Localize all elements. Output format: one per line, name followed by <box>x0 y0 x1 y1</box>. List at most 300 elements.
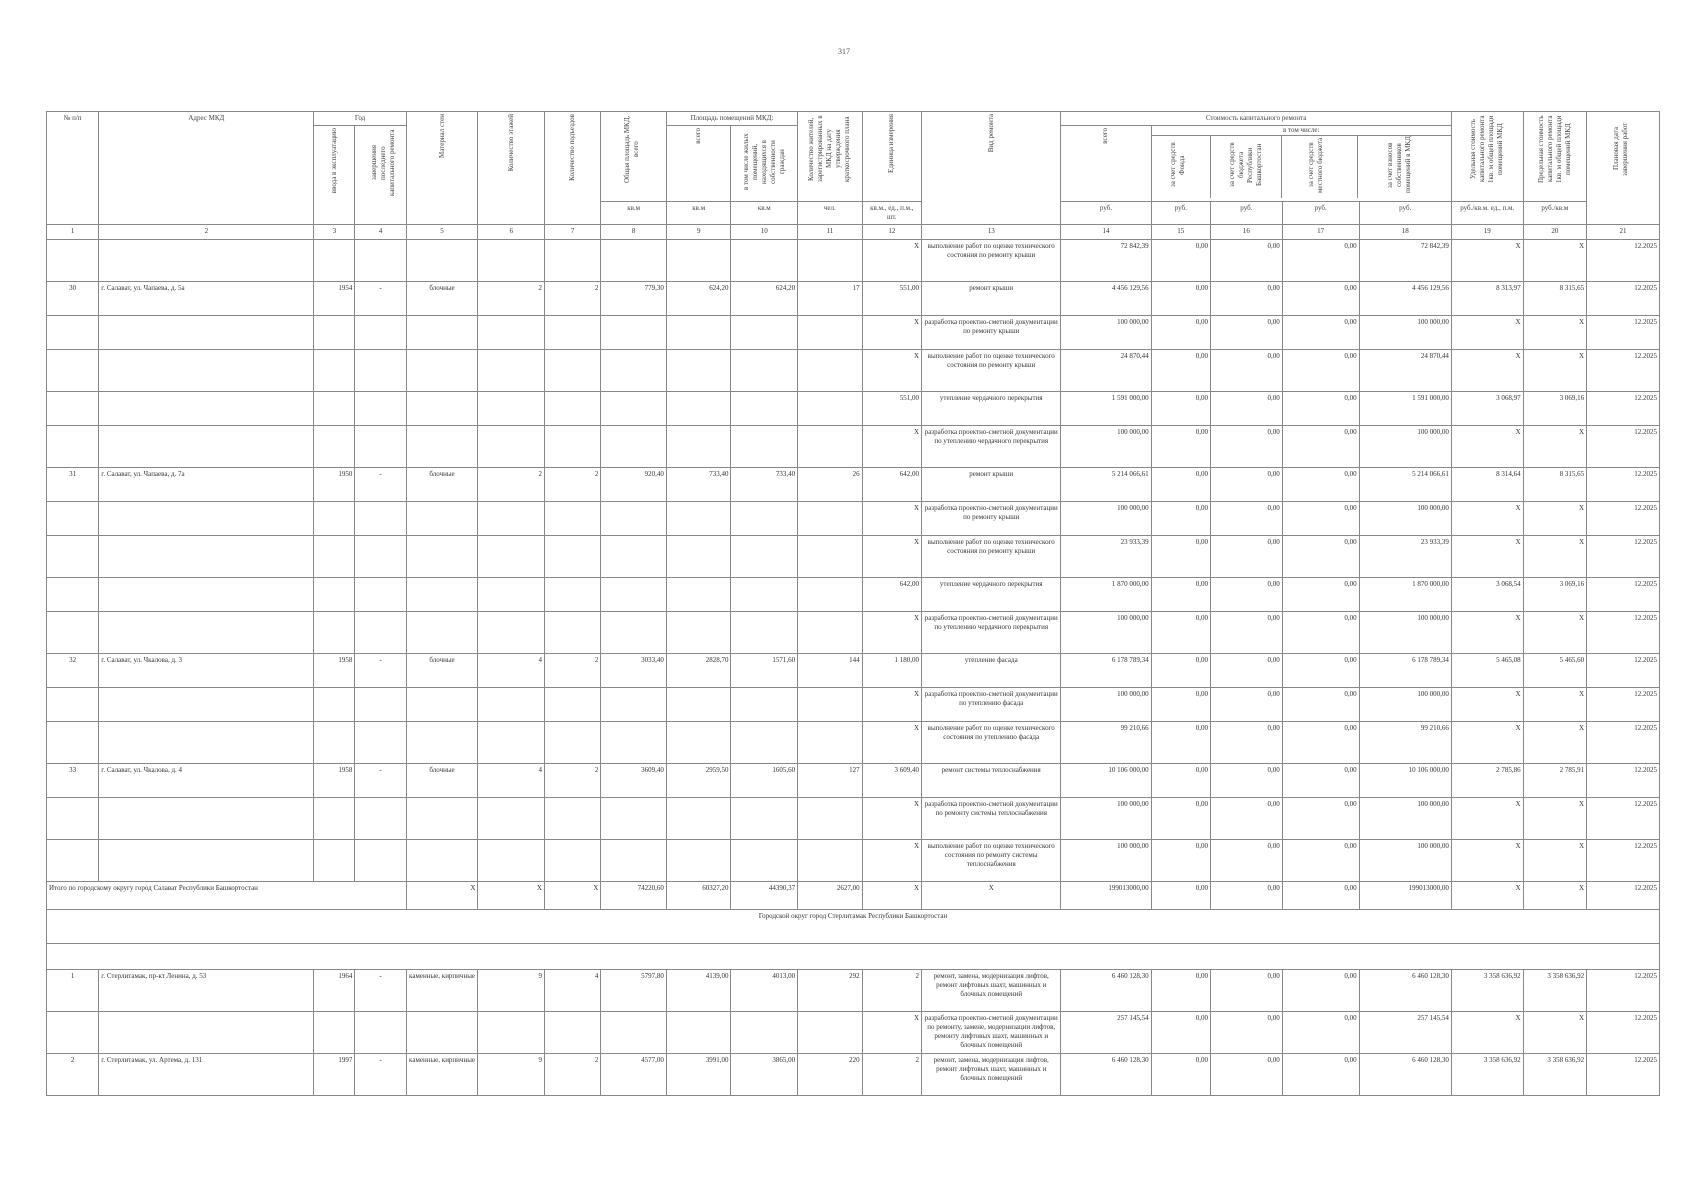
header-total-area: Общая площадь МКД, всего <box>622 115 640 183</box>
repair-plan-table <box>46 111 1660 1096</box>
limit-cost: 8 315,65 <box>1523 282 1587 316</box>
cost-local: 0,00 <box>1282 970 1359 1012</box>
floors <box>478 840 545 882</box>
column-number: 3 <box>314 225 355 240</box>
year-last-repair <box>355 536 406 578</box>
header-incl: в том числе: <box>1152 126 1451 136</box>
repair-type: выполнение работ по оценке технического состояния по ремонту крыши <box>922 240 1061 282</box>
column-number: 9 <box>666 225 731 240</box>
header-republic: за счет средств бюджета Республики Башкортостан <box>1227 142 1263 188</box>
header-cost-total: всего <box>1101 128 1110 144</box>
premises-residential: 624,20 <box>731 282 798 316</box>
limit-cost: 8 315,65 <box>1523 468 1587 502</box>
residents <box>798 578 863 612</box>
table-row <box>47 840 1660 882</box>
table-header <box>47 112 1660 240</box>
total-area: 5797,80 <box>601 970 667 1012</box>
entrances <box>544 316 600 350</box>
table-body <box>47 240 1660 1096</box>
premises-total <box>666 578 731 612</box>
cost-total: 100 000,00 <box>1061 798 1151 840</box>
cost-owners: 23 933,39 <box>1359 536 1451 578</box>
plan-date: 12.2025 <box>1587 1054 1660 1096</box>
cost-republic: 0,00 <box>1211 840 1283 882</box>
year-commissioning: 1950 <box>314 468 355 502</box>
residents <box>798 502 863 536</box>
repair-type: выполнение работ по оценке технического состояния по ремонту крыши <box>922 536 1061 578</box>
address <box>99 536 314 578</box>
premises-residential <box>731 536 798 578</box>
unit-value: X <box>862 316 921 350</box>
residents: 17 <box>798 282 863 316</box>
column-number: 11 <box>798 225 863 240</box>
total-area: 920,40 <box>601 468 667 502</box>
cost-fund: 0,00 <box>1151 722 1210 764</box>
floors: 9 <box>478 1054 545 1096</box>
premises-total <box>666 722 731 764</box>
year-last-repair: - <box>355 764 406 798</box>
cost-republic: 0,00 <box>1211 536 1283 578</box>
cost-fund: 0,00 <box>1151 654 1210 688</box>
address <box>99 502 314 536</box>
total-row <box>47 882 1660 910</box>
total-owners: 199013000,00 <box>1359 882 1451 910</box>
cost-owners: 100 000,00 <box>1359 316 1451 350</box>
floors <box>478 536 545 578</box>
year-commissioning <box>314 1012 355 1054</box>
premises-total: 2828,70 <box>666 654 731 688</box>
residents <box>798 612 863 654</box>
unit-cell: руб. <box>1151 202 1210 225</box>
row-number <box>47 426 99 468</box>
repair-type: утепление фасада <box>922 654 1061 688</box>
entrances: 4 <box>544 970 600 1012</box>
row-number <box>47 722 99 764</box>
limit-cost: 5 465,60 <box>1523 654 1587 688</box>
wall-material <box>406 426 478 468</box>
unit-cell: чел. <box>798 202 863 225</box>
plan-date: 12.2025 <box>1587 764 1660 798</box>
year-commissioning <box>314 536 355 578</box>
unit-value: 2 <box>862 1054 921 1096</box>
cost-republic: 0,00 <box>1211 722 1283 764</box>
plan-date: 12.2025 <box>1587 612 1660 654</box>
row-number <box>47 578 99 612</box>
row-number: 30 <box>47 282 99 316</box>
unit-cost: X <box>1451 722 1523 764</box>
total-residential: 44390,37 <box>731 882 798 910</box>
cost-owners: 100 000,00 <box>1359 426 1451 468</box>
column-number: 15 <box>1151 225 1210 240</box>
floors <box>478 1012 545 1054</box>
cost-republic: 0,00 <box>1211 350 1283 392</box>
limit-cost: 3 069,16 <box>1523 578 1587 612</box>
year-commissioning: 1997 <box>314 1054 355 1096</box>
unit-value: X <box>862 502 921 536</box>
cost-fund: 0,00 <box>1151 1012 1210 1054</box>
unit-value: 551,00 <box>862 282 921 316</box>
cost-total: 72 842,39 <box>1061 240 1151 282</box>
address <box>99 722 314 764</box>
column-number: 12 <box>862 225 921 240</box>
year-last-repair <box>355 798 406 840</box>
cost-owners: 10 106 000,00 <box>1359 764 1451 798</box>
entrances <box>544 350 600 392</box>
plan-date: 12.2025 <box>1587 1012 1660 1054</box>
premises-residential <box>731 840 798 882</box>
column-number: 2 <box>99 225 314 240</box>
address: г. Салават, ул. Чапаева, д. 5а <box>99 282 314 316</box>
cost-fund: 0,00 <box>1151 970 1210 1012</box>
row-number <box>47 688 99 722</box>
total-local: 0,00 <box>1282 882 1359 910</box>
total-area-sum: 74220,60 <box>601 882 667 910</box>
header-wall-material: Материал стен <box>437 114 446 158</box>
residents <box>798 840 863 882</box>
cost-total: 100 000,00 <box>1061 612 1151 654</box>
cost-republic: 0,00 <box>1211 426 1283 468</box>
premises-total <box>666 316 731 350</box>
entrances: 2 <box>544 282 600 316</box>
address <box>99 1012 314 1054</box>
premises-total <box>666 536 731 578</box>
table-row <box>47 764 1660 798</box>
residents: 127 <box>798 764 863 798</box>
address <box>99 798 314 840</box>
table-row <box>47 798 1660 840</box>
cost-republic: 0,00 <box>1211 688 1283 722</box>
premises-total <box>666 240 731 282</box>
total-unit: X <box>862 882 921 910</box>
row-number <box>47 316 99 350</box>
header-repair-type: Вид ремонта <box>986 114 995 153</box>
entrances <box>544 502 600 536</box>
table-row <box>47 282 1660 316</box>
entrances <box>544 722 600 764</box>
cost-total: 100 000,00 <box>1061 502 1151 536</box>
total-republic: 0,00 <box>1211 882 1283 910</box>
entrances <box>544 392 600 426</box>
limit-cost: X <box>1523 426 1587 468</box>
address: г. Салават, ул. Чкалова, д. 3 <box>99 654 314 688</box>
cost-local: 0,00 <box>1282 502 1359 536</box>
header-unit: Единица измерения <box>887 114 896 173</box>
header-premises: Площадь помещений МКД: <box>666 112 797 126</box>
column-number: 19 <box>1451 225 1523 240</box>
row-number: 1 <box>47 970 99 1012</box>
plan-date: 12.2025 <box>1587 426 1660 468</box>
premises-total <box>666 1012 731 1054</box>
header-residents: Количество жителей, зарегистрированных в МКД на дату утверждения краткосрочного плана <box>807 115 852 183</box>
residents <box>798 722 863 764</box>
residents <box>798 316 863 350</box>
total-area <box>601 350 667 392</box>
premises-total <box>666 798 731 840</box>
floors <box>478 426 545 468</box>
repair-type: утепление чердачного перекрытия <box>922 578 1061 612</box>
limit-cost: X <box>1523 688 1587 722</box>
unit-value: X <box>862 536 921 578</box>
limit-cost: X <box>1523 722 1587 764</box>
repair-type: ремонт крыши <box>922 468 1061 502</box>
header-address: Адрес МКД <box>99 112 314 225</box>
cost-republic: 0,00 <box>1211 316 1283 350</box>
unit-cost: X <box>1451 316 1523 350</box>
repair-type: выполнение работ по оценке технического состояния по утеплению фасада <box>922 722 1061 764</box>
cost-republic: 0,00 <box>1211 578 1283 612</box>
repair-type: ремонт, замена, модернизация лифтов, ремонт лифтовых шахт, машинных и блочных помещений <box>922 1054 1061 1096</box>
unit-cost: 8 313,97 <box>1451 282 1523 316</box>
unit-cost: X <box>1451 612 1523 654</box>
address <box>99 350 314 392</box>
total-area <box>601 722 667 764</box>
repair-type: ремонт крыши <box>922 282 1061 316</box>
wall-material: блочные <box>406 468 478 502</box>
entrances <box>544 1012 600 1054</box>
column-number: 14 <box>1061 225 1151 240</box>
cost-local: 0,00 <box>1282 316 1359 350</box>
unit-cell: кв.м <box>601 202 667 225</box>
premises-residential <box>731 350 798 392</box>
column-number: 17 <box>1282 225 1359 240</box>
cost-fund: 0,00 <box>1151 1054 1210 1096</box>
row-number: 2 <box>47 1054 99 1096</box>
plan-date: 12.2025 <box>1587 502 1660 536</box>
row-number <box>47 502 99 536</box>
unit-value: 642,00 <box>862 468 921 502</box>
cost-owners: 100 000,00 <box>1359 840 1451 882</box>
year-last-repair: - <box>355 970 406 1012</box>
wall-material <box>406 392 478 426</box>
unit-cost: X <box>1451 536 1523 578</box>
year-commissioning <box>314 240 355 282</box>
unit-value: X <box>862 798 921 840</box>
header-premises-total: всего <box>694 128 703 144</box>
total-area <box>601 426 667 468</box>
cost-local: 0,00 <box>1282 764 1359 798</box>
header-owners: за счет взносов собственников помещений в МКД <box>1386 136 1413 194</box>
unit-cost: X <box>1451 1012 1523 1054</box>
table-row <box>47 970 1660 1012</box>
unit-value: X <box>862 722 921 764</box>
year-last-repair <box>355 426 406 468</box>
cost-local: 0,00 <box>1282 798 1359 840</box>
repair-type: разработка проектно-сметной документации по утеплению фасада <box>922 688 1061 722</box>
wall-material <box>406 316 478 350</box>
row-number: 31 <box>47 468 99 502</box>
cost-total: 6 460 128,30 <box>1061 970 1151 1012</box>
year-last-repair: - <box>355 1054 406 1096</box>
header-premises-residential: в том числе жилых помещений, находящихся в собственности граждан <box>741 133 786 191</box>
spacer-row <box>47 944 1660 970</box>
address <box>99 316 314 350</box>
premises-residential <box>731 426 798 468</box>
limit-cost: X <box>1523 1012 1587 1054</box>
cost-owners: 6 460 128,30 <box>1359 1054 1451 1096</box>
premises-total <box>666 840 731 882</box>
premises-total <box>666 426 731 468</box>
cost-fund: 0,00 <box>1151 350 1210 392</box>
address <box>99 688 314 722</box>
unit-value: X <box>862 612 921 654</box>
unit-cell: кв.м., ед., п.м., шт. <box>862 202 921 225</box>
cost-fund: 0,00 <box>1151 502 1210 536</box>
total-residents: 2627,00 <box>798 882 863 910</box>
unit-value: X <box>862 840 921 882</box>
cost-total: 6 178 789,34 <box>1061 654 1151 688</box>
year-commissioning <box>314 688 355 722</box>
floors <box>478 612 545 654</box>
floors <box>478 350 545 392</box>
entrances <box>544 840 600 882</box>
cost-total: 10 106 000,00 <box>1061 764 1151 798</box>
premises-residential <box>731 316 798 350</box>
repair-type: разработка проектно-сметной документации по утеплению чердачного перекрытия <box>922 612 1061 654</box>
premises-residential <box>731 578 798 612</box>
unit-cell: руб. <box>1211 202 1283 225</box>
repair-type: разработка проектно-сметной документации по ремонту крыши <box>922 502 1061 536</box>
cost-republic: 0,00 <box>1211 502 1283 536</box>
header-local: за счет средств местного бюджета <box>1307 137 1325 193</box>
table-row <box>47 502 1660 536</box>
cost-total: 100 000,00 <box>1061 840 1151 882</box>
unit-cost: X <box>1451 798 1523 840</box>
plan-date: 12.2025 <box>1587 688 1660 722</box>
total-area <box>601 502 667 536</box>
cost-local: 0,00 <box>1282 282 1359 316</box>
cost-owners: 1 870 000,00 <box>1359 578 1451 612</box>
year-commissioning <box>314 612 355 654</box>
unit-cost: 3 358 636,92 <box>1451 970 1523 1012</box>
cost-fund: 0,00 <box>1151 426 1210 468</box>
cost-republic: 0,00 <box>1211 798 1283 840</box>
total-area <box>601 688 667 722</box>
total-floors: X <box>478 882 545 910</box>
residents <box>798 350 863 392</box>
header-floors: Количество этажей <box>506 114 515 172</box>
column-number: 5 <box>406 225 478 240</box>
cost-total: 6 460 128,30 <box>1061 1054 1151 1096</box>
premises-residential <box>731 1012 798 1054</box>
column-number: 21 <box>1587 225 1660 240</box>
page-number: 317 <box>838 47 850 56</box>
cost-owners: 100 000,00 <box>1359 798 1451 840</box>
premises-residential <box>731 612 798 654</box>
column-number-row <box>47 225 1660 240</box>
cost-republic: 0,00 <box>1211 468 1283 502</box>
cost-local: 0,00 <box>1282 722 1359 764</box>
cost-fund: 0,00 <box>1151 468 1210 502</box>
table-row <box>47 612 1660 654</box>
total-unit-cost: X <box>1451 882 1523 910</box>
premises-total <box>666 350 731 392</box>
premises-residential: 1571,60 <box>731 654 798 688</box>
column-number: 13 <box>922 225 1061 240</box>
year-last-repair <box>355 240 406 282</box>
entrances: 2 <box>544 764 600 798</box>
row-number: 33 <box>47 764 99 798</box>
cost-republic: 0,00 <box>1211 1054 1283 1096</box>
total-area <box>601 392 667 426</box>
premises-residential <box>731 688 798 722</box>
limit-cost: X <box>1523 240 1587 282</box>
premises-residential: 3865,00 <box>731 1054 798 1096</box>
cost-owners: 99 210,66 <box>1359 722 1451 764</box>
total-type: X <box>922 882 1061 910</box>
cost-fund: 0,00 <box>1151 282 1210 316</box>
residents <box>798 798 863 840</box>
header-plan-date: Плановая дата завершения работ <box>1612 122 1630 176</box>
unit-cost: X <box>1451 688 1523 722</box>
floors <box>478 502 545 536</box>
year-commissioning <box>314 426 355 468</box>
cost-owners: 1 591 000,00 <box>1359 392 1451 426</box>
repair-type: выполнение работ по оценке технического состояния по ремонту системы теплоснабжения <box>922 840 1061 882</box>
cost-local: 0,00 <box>1282 426 1359 468</box>
year-commissioning <box>314 722 355 764</box>
address: г. Стерлитамак, ул. Артема, д. 131 <box>99 1054 314 1096</box>
row-number <box>47 1012 99 1054</box>
cost-total: 24 870,44 <box>1061 350 1151 392</box>
address <box>99 612 314 654</box>
total-area <box>601 798 667 840</box>
cost-total: 1 591 000,00 <box>1061 392 1151 426</box>
limit-cost: X <box>1523 536 1587 578</box>
total-fund: 0,00 <box>1151 882 1210 910</box>
limit-cost: 3 069,16 <box>1523 392 1587 426</box>
unit-cost: 8 314,64 <box>1451 468 1523 502</box>
cost-total: 23 933,39 <box>1061 536 1151 578</box>
year-last-repair <box>355 688 406 722</box>
plan-date: 12.2025 <box>1587 468 1660 502</box>
floors: 9 <box>478 970 545 1012</box>
cost-owners: 6 178 789,34 <box>1359 654 1451 688</box>
address: г. Стерлитамак, пр-кт Ленина, д. 53 <box>99 970 314 1012</box>
wall-material: блочные <box>406 654 478 688</box>
header-no: № п/п <box>47 112 99 225</box>
limit-cost: X <box>1523 798 1587 840</box>
unit-cost: X <box>1451 840 1523 882</box>
cost-total: 4 456 129,56 <box>1061 282 1151 316</box>
header-year: Год <box>314 112 406 126</box>
total-area: 4577,00 <box>601 1054 667 1096</box>
year-commissioning <box>314 840 355 882</box>
header-fund: за счет средств Фонда <box>1168 142 1186 188</box>
cost-total: 1 870 000,00 <box>1061 578 1151 612</box>
unit-value: X <box>862 426 921 468</box>
cost-fund: 0,00 <box>1151 688 1210 722</box>
cost-owners: 100 000,00 <box>1359 612 1451 654</box>
cost-total: 100 000,00 <box>1061 688 1151 722</box>
floors: 2 <box>478 468 545 502</box>
unit-cell: руб. <box>1061 202 1151 225</box>
repair-type: разработка проектно-сметной документации по ремонту системы теплоснабжения <box>922 798 1061 840</box>
floors <box>478 798 545 840</box>
limit-cost: X <box>1523 502 1587 536</box>
column-number: 18 <box>1359 225 1451 240</box>
address <box>99 840 314 882</box>
plan-date: 12.2025 <box>1587 316 1660 350</box>
cost-republic: 0,00 <box>1211 282 1283 316</box>
header-entrances: Количество подъездов <box>568 114 577 181</box>
address <box>99 578 314 612</box>
cost-local: 0,00 <box>1282 1012 1359 1054</box>
cost-local: 0,00 <box>1282 654 1359 688</box>
floors <box>478 722 545 764</box>
wall-material <box>406 502 478 536</box>
plan-date: 12.2025 <box>1587 282 1660 316</box>
row-number <box>47 612 99 654</box>
